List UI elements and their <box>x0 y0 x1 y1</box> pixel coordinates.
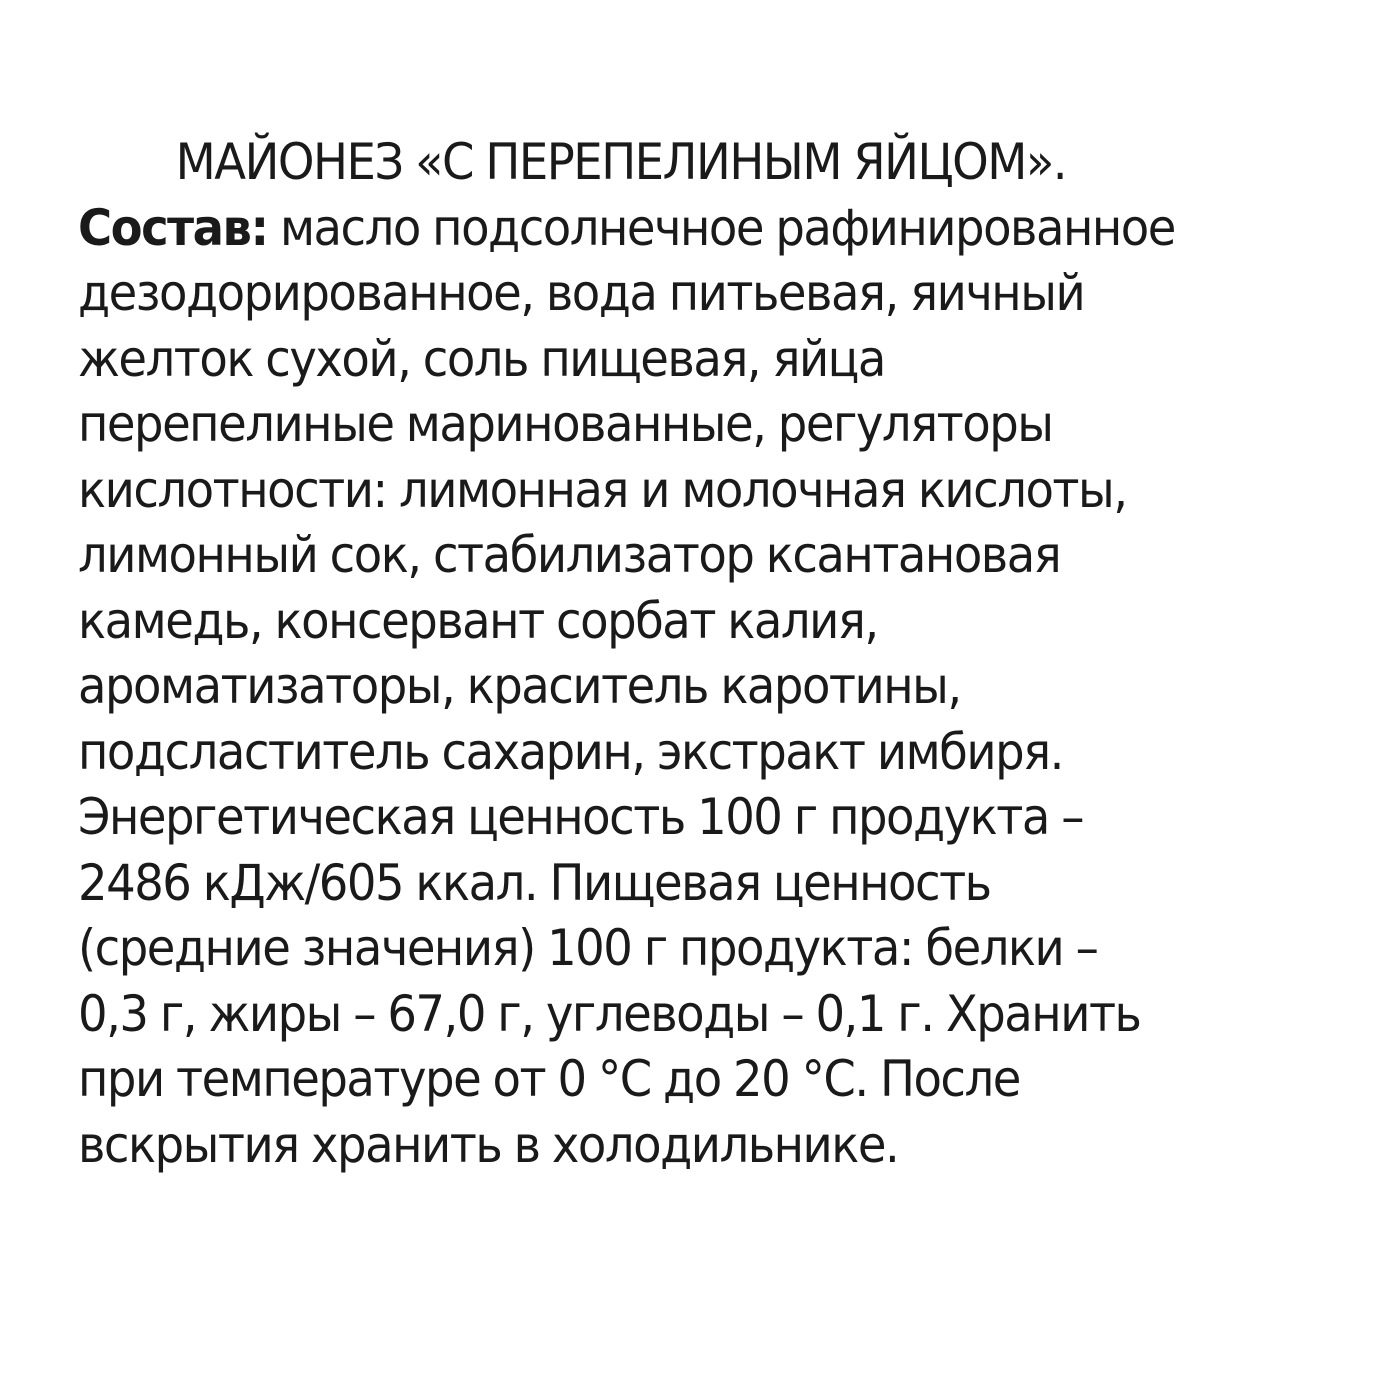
label-text-block <box>78 130 1334 1178</box>
text-line: желток сухой, соль пищевая, яйца <box>78 329 885 388</box>
composition-label: Состав: <box>78 198 268 257</box>
composition-text: масло подсолнечное рафинированное <box>267 198 1175 257</box>
nutrition-line: 0,3 г, жиры – 67,0 г, углеводы – 0,1 г. Хранить <box>78 984 1141 1043</box>
energy-value-line: Энергетическая ценность 100 г продукта – <box>78 788 1083 846</box>
storage-line: при температуре от 0 °С до 20 °С. После <box>78 1050 1020 1108</box>
product-title: МАЙОНЕЗ «С ПЕРЕПЕЛИНЫМ ЯЙЦОМ». <box>175 133 1067 191</box>
text-line: камедь, консервант сорбат калия, <box>78 591 878 650</box>
text-line: перепелиные маринованные, регуляторы <box>78 395 1053 453</box>
text-line: подсластитель сахарин, экстракт имбиря. <box>78 722 1063 781</box>
composition-line-1 <box>78 196 1334 262</box>
nutrition-line: (средние значения) 100 г продукта: белки – <box>78 919 1098 977</box>
storage-line: вскрытия хранить в холодильнике. <box>78 1115 899 1174</box>
text-line: ароматизаторы, краситель каротины, <box>78 657 961 715</box>
text-line: лимонный сок, стабилизатор ксантановая <box>78 526 1061 584</box>
energy-value-line: 2486 кДж/605 ккал. Пищевая ценность <box>78 853 991 912</box>
text-line: дезодорированное, вода питьевая, яичный <box>78 264 1085 322</box>
text-line: кислотности: лимонная и молочная кислоты, <box>78 460 1127 519</box>
